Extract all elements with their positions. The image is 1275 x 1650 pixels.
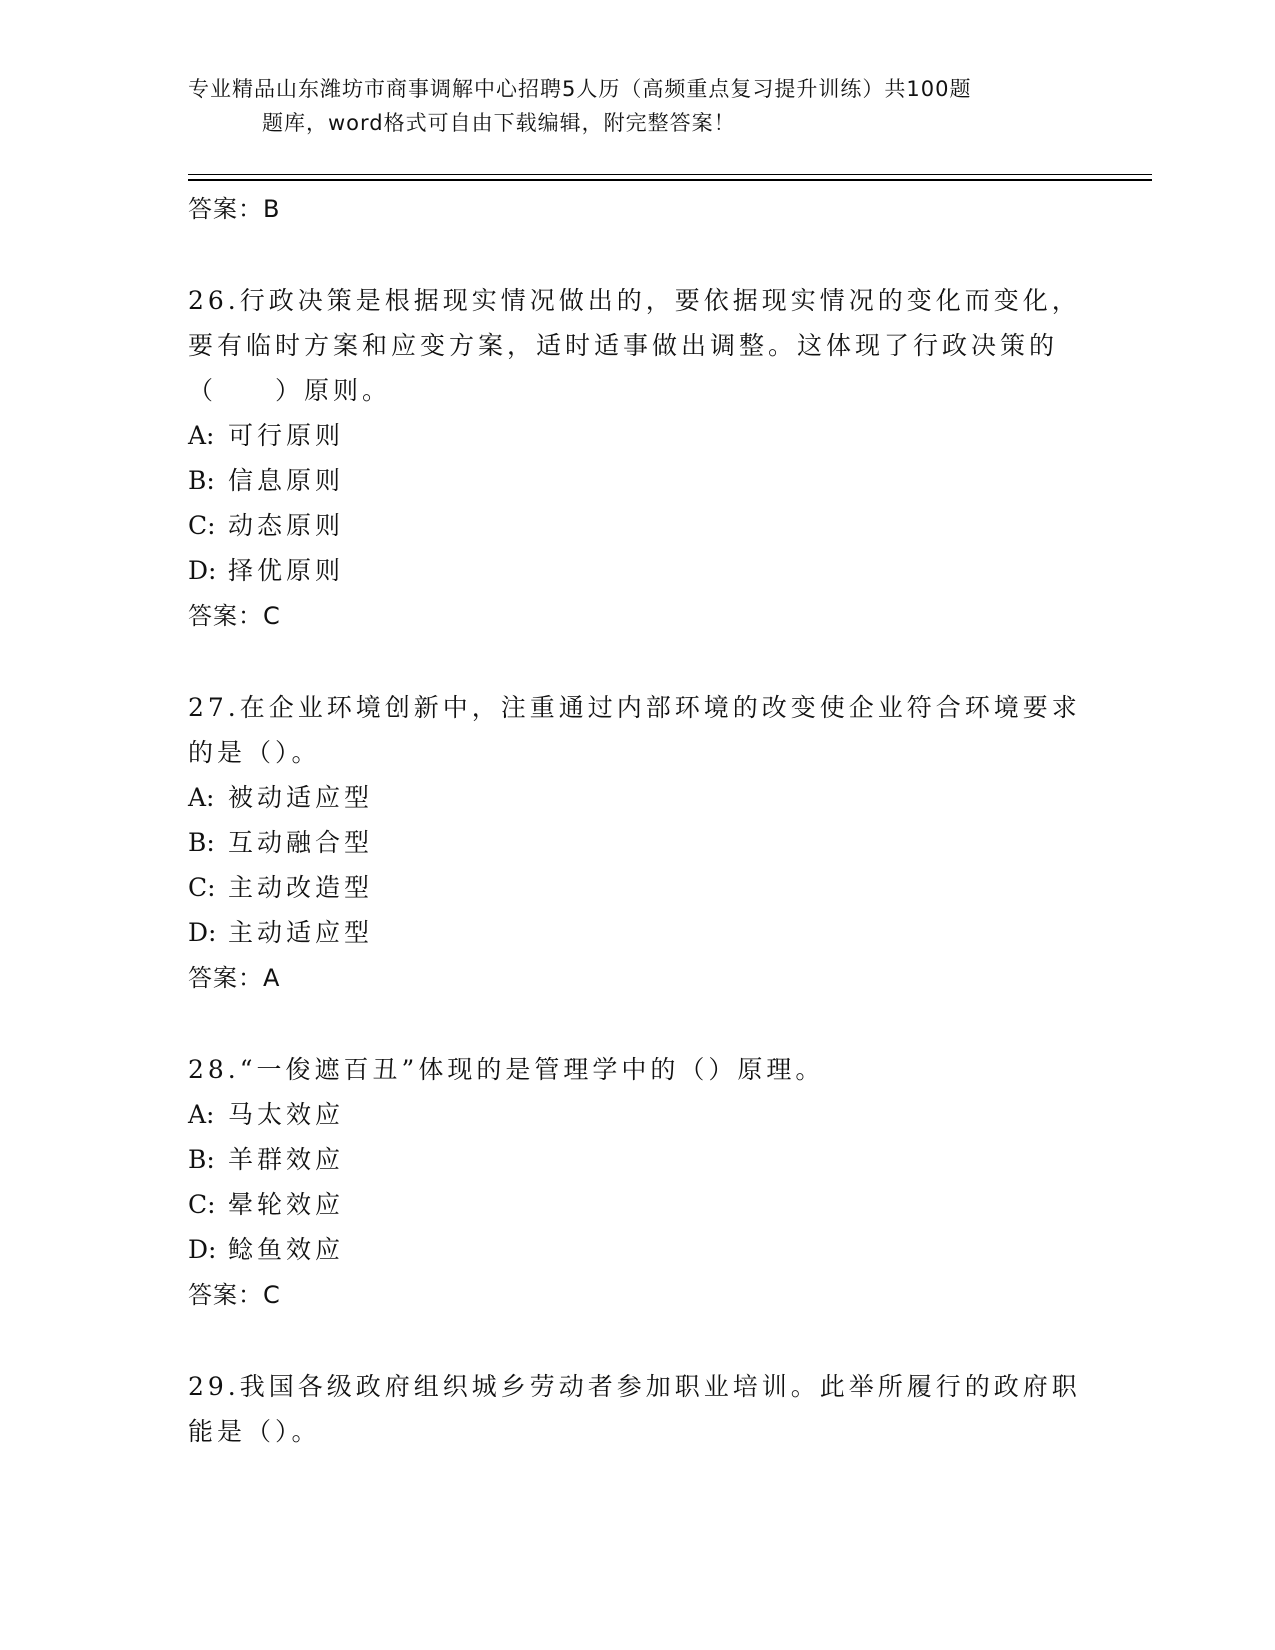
option-c	[188, 865, 1088, 910]
header-divider-thick	[188, 179, 1152, 181]
header-divider-thin	[188, 174, 1152, 175]
question-item	[188, 278, 1088, 639]
option-text: 主动适应型	[228, 918, 374, 947]
option-key: D:	[188, 918, 217, 947]
header-title-line-2: 题库，word格式可自由下载编辑，附完整答案！	[262, 111, 736, 135]
question-text-line: 28.“一俊遮百丑”体现的是管理学中的（）原理。	[188, 1055, 825, 1084]
option-d	[188, 1227, 1088, 1272]
answer-line: 答案：B	[188, 195, 281, 223]
question-text-line: 要有临时方案和应变方案，适时适事做出调整。这体现了行政决策的	[188, 331, 1059, 360]
option-d	[188, 910, 1088, 955]
option-text: 马太效应	[228, 1100, 345, 1129]
option-a	[188, 1092, 1088, 1137]
question-text-line: 能是（）。	[188, 1417, 321, 1446]
option-key: C:	[188, 511, 216, 540]
option-key: B:	[188, 828, 215, 857]
option-key: D:	[188, 1235, 217, 1264]
option-key: D:	[188, 556, 217, 585]
answer-line: 答案：C	[188, 1281, 281, 1309]
document-header	[188, 72, 1088, 140]
option-text: 鲶鱼效应	[228, 1235, 345, 1264]
option-key: A:	[188, 783, 215, 812]
option-text: 信息原则	[228, 466, 345, 495]
option-text: 动态原则	[228, 511, 345, 540]
option-text: 晕轮效应	[228, 1190, 345, 1219]
option-a	[188, 413, 1088, 458]
question-item	[188, 1047, 1088, 1318]
option-key: A:	[188, 421, 215, 450]
option-text: 择优原则	[228, 556, 345, 585]
option-text: 互动融合型	[228, 828, 374, 857]
option-a	[188, 775, 1088, 820]
question-item	[188, 1364, 1088, 1454]
question-item	[188, 685, 1088, 1001]
question-text-line: 27.在企业环境创新中，注重通过内部环境的改变使企业符合环境要求	[188, 693, 1081, 722]
question-text-line: 29.我国各级政府组织城乡劳动者参加职业培训。此举所履行的政府职	[188, 1372, 1081, 1401]
option-key: C:	[188, 873, 216, 902]
option-key: C:	[188, 1190, 216, 1219]
option-key: B:	[188, 466, 215, 495]
question-text-line: 的是（）。	[188, 738, 321, 767]
header-title-line-1: 专业精品山东潍坊市商事调解中心招聘5人历（高频重点复习提升训练）共100题	[188, 77, 972, 101]
option-b	[188, 820, 1088, 865]
option-d	[188, 548, 1088, 593]
option-key: A:	[188, 1100, 215, 1129]
answer-line: 答案：C	[188, 602, 281, 630]
option-text: 主动改造型	[228, 873, 374, 902]
answer-line: 答案：A	[188, 964, 281, 992]
question-text-line: 26.行政决策是根据现实情况做出的，要依据现实情况的变化而变化，	[188, 286, 1081, 315]
option-text: 羊群效应	[228, 1145, 345, 1174]
question-text-line: （ ）原则。	[188, 376, 392, 405]
option-text: 可行原则	[228, 421, 345, 450]
option-text: 被动适应型	[228, 783, 374, 812]
option-key: B:	[188, 1145, 215, 1174]
option-c	[188, 503, 1088, 548]
option-b	[188, 458, 1088, 503]
question-list	[188, 186, 1088, 1454]
option-b	[188, 1137, 1088, 1182]
option-c	[188, 1182, 1088, 1227]
